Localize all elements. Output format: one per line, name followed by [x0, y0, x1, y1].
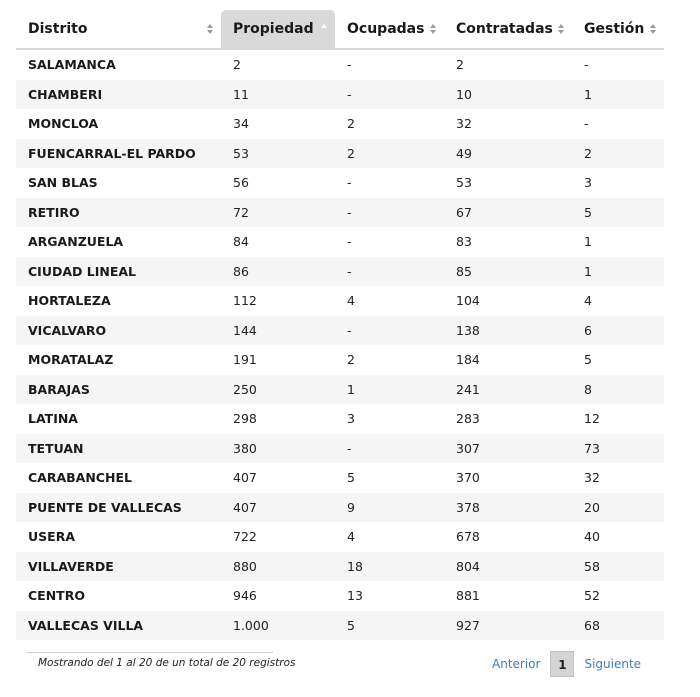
table-row — [16, 227, 664, 257]
cell-contratadas: 378 — [444, 493, 572, 523]
cell-ocupadas: - — [335, 316, 444, 346]
cell-distrito: SALAMANCA — [28, 57, 116, 73]
column-header-contratadas[interactable] — [444, 10, 572, 49]
table-body — [16, 49, 664, 640]
column-header-label: Propiedad — [233, 21, 314, 37]
table-row — [16, 463, 664, 493]
table-row — [16, 434, 664, 464]
cell-gestion: 58 — [572, 552, 664, 582]
cell-ocupadas: - — [347, 57, 352, 73]
cell-ocupadas: 18 — [335, 552, 444, 582]
column-header-label: Gestión — [584, 21, 645, 37]
cell-distrito: SAN BLAS — [28, 175, 98, 191]
cell-propiedad: 86 — [221, 257, 335, 287]
cell-propiedad: 407 — [233, 470, 257, 486]
cell-gestion: 12 — [584, 411, 600, 427]
cell-gestion: 2 — [572, 139, 664, 169]
cell-ocupadas: - — [347, 234, 352, 250]
table-row — [16, 522, 664, 552]
cell-contratadas: 307 — [444, 434, 572, 464]
column-header-propiedad[interactable] — [221, 10, 335, 49]
column-header-gestion[interactable] — [572, 10, 664, 49]
cell-gestion: 4 — [584, 293, 592, 309]
cell-contratadas: 2 — [456, 57, 464, 73]
cell-propiedad: 722 — [233, 529, 257, 545]
cell-propiedad: 1.000 — [221, 611, 335, 641]
cell-contratadas: 10 — [444, 80, 572, 110]
cell-gestion: 5 — [584, 352, 592, 368]
cell-distrito: MONCLOA — [28, 116, 99, 132]
cell-contratadas: 83 — [456, 234, 472, 250]
cell-ocupadas: 1 — [335, 375, 444, 405]
pagination — [486, 651, 647, 677]
cell-ocupadas: 2 — [335, 139, 444, 169]
table-row — [16, 345, 664, 375]
cell-distrito: CARABANCHEL — [28, 470, 132, 486]
table-row — [16, 493, 664, 523]
cell-contratadas: 49 — [444, 139, 572, 169]
data-table — [16, 10, 664, 640]
cell-gestion: 68 — [572, 611, 664, 641]
cell-gestion: 40 — [584, 529, 600, 545]
cell-distrito: MORATALAZ — [28, 352, 114, 368]
cell-distrito: VICALVARO — [16, 316, 221, 346]
cell-contratadas: 804 — [444, 552, 572, 582]
cell-distrito: LATINA — [28, 411, 78, 427]
previous-page-button[interactable]: Anterior — [492, 657, 541, 671]
cell-gestion: 32 — [584, 470, 600, 486]
cell-propiedad: 53 — [221, 139, 335, 169]
sort-both-icon — [650, 24, 656, 34]
cell-propiedad: 84 — [233, 234, 249, 250]
cell-propiedad: 250 — [221, 375, 335, 405]
cell-distrito: RETIRO — [16, 198, 221, 228]
cell-ocupadas: 2 — [347, 352, 355, 368]
table-row — [16, 552, 664, 582]
cell-propiedad: 298 — [233, 411, 257, 427]
sort-both-icon — [430, 24, 436, 34]
cell-distrito: CHAMBERI — [16, 80, 221, 110]
cell-ocupadas: 5 — [335, 611, 444, 641]
cell-propiedad: 407 — [221, 493, 335, 523]
cell-gestion: 1 — [572, 80, 664, 110]
cell-contratadas: 881 — [456, 588, 480, 604]
cell-gestion: - — [584, 116, 589, 132]
table-row — [16, 404, 664, 434]
footer-divider — [27, 652, 273, 653]
cell-contratadas: 184 — [456, 352, 480, 368]
cell-ocupadas: - — [347, 175, 352, 191]
cell-ocupadas: - — [335, 257, 444, 287]
cell-distrito: VILLAVERDE — [16, 552, 221, 582]
table-info: Mostrando del 1 al 20 de un total de 20 registros — [38, 657, 296, 669]
table-row — [16, 139, 664, 169]
cell-gestion: 6 — [572, 316, 664, 346]
table-row — [16, 581, 664, 611]
cell-ocupadas: - — [335, 80, 444, 110]
cell-contratadas: 283 — [456, 411, 480, 427]
cell-contratadas: 241 — [444, 375, 572, 405]
cell-ocupadas: 2 — [347, 116, 355, 132]
table-row — [16, 375, 664, 405]
cell-propiedad: 72 — [221, 198, 335, 228]
cell-gestion: 5 — [572, 198, 664, 228]
cell-propiedad: 191 — [233, 352, 257, 368]
cell-gestion: 73 — [572, 434, 664, 464]
cell-contratadas: 53 — [456, 175, 472, 191]
cell-gestion: 1 — [572, 257, 664, 287]
cell-contratadas: 138 — [444, 316, 572, 346]
cell-ocupadas: 13 — [347, 588, 363, 604]
cell-gestion: 8 — [572, 375, 664, 405]
cell-distrito: BARAJAS — [16, 375, 221, 405]
table-row — [16, 257, 664, 287]
cell-contratadas: 104 — [456, 293, 480, 309]
cell-contratadas: 370 — [456, 470, 480, 486]
cell-ocupadas: 5 — [347, 470, 355, 486]
table-row — [16, 49, 664, 80]
sort-ascending-icon — [321, 24, 327, 34]
cell-distrito: TETUAN — [16, 434, 221, 464]
cell-contratadas: 678 — [456, 529, 480, 545]
cell-gestion: - — [584, 57, 589, 73]
table-row — [16, 286, 664, 316]
table-row — [16, 80, 664, 110]
header-row — [16, 10, 664, 49]
cell-gestion: 3 — [584, 175, 592, 191]
cell-propiedad: 2 — [233, 57, 241, 73]
cell-propiedad: 880 — [221, 552, 335, 582]
next-page-button[interactable]: Siguiente — [584, 657, 642, 671]
column-header-label: Distrito — [28, 21, 88, 37]
cell-propiedad: 11 — [221, 80, 335, 110]
sort-both-icon — [207, 24, 213, 34]
cell-propiedad: 112 — [233, 293, 257, 309]
cell-distrito: CENTRO — [28, 588, 85, 604]
cell-gestion: 1 — [584, 234, 592, 250]
column-header-distrito[interactable] — [16, 10, 221, 49]
cell-contratadas: 32 — [456, 116, 472, 132]
cell-distrito: CIUDAD LINEAL — [16, 257, 221, 287]
cell-distrito: ARGANZUELA — [28, 234, 124, 250]
cell-gestion: 52 — [584, 588, 600, 604]
cell-propiedad: 380 — [221, 434, 335, 464]
cell-distrito: FUENCARRAL-EL PARDO — [16, 139, 221, 169]
table-row — [16, 316, 664, 346]
table-row — [16, 109, 664, 139]
table-row — [16, 611, 664, 641]
table-row — [16, 198, 664, 228]
cell-distrito: VALLECAS VILLA — [16, 611, 221, 641]
cell-ocupadas: 9 — [335, 493, 444, 523]
cell-ocupadas: 3 — [347, 411, 355, 427]
column-header-label: Contratadas — [456, 21, 553, 37]
cell-contratadas: 85 — [444, 257, 572, 287]
column-header-ocupadas[interactable] — [335, 10, 444, 49]
table-header — [16, 10, 664, 49]
cell-distrito: PUENTE DE VALLECAS — [16, 493, 221, 523]
cell-contratadas: 927 — [444, 611, 572, 641]
cell-propiedad: 144 — [221, 316, 335, 346]
cell-gestion: 20 — [572, 493, 664, 523]
current-page-button[interactable]: 1 — [550, 651, 574, 677]
cell-ocupadas: 4 — [347, 293, 355, 309]
cell-ocupadas: - — [335, 198, 444, 228]
data-table-container — [16, 10, 664, 640]
cell-ocupadas: - — [335, 434, 444, 464]
table-row — [16, 168, 664, 198]
cell-propiedad: 56 — [233, 175, 249, 191]
cell-propiedad: 34 — [233, 116, 249, 132]
cell-ocupadas: 4 — [347, 529, 355, 545]
cell-distrito: USERA — [28, 529, 75, 545]
cell-propiedad: 946 — [233, 588, 257, 604]
sort-both-icon — [558, 24, 564, 34]
cell-contratadas: 67 — [444, 198, 572, 228]
column-header-label: Ocupadas — [347, 21, 425, 37]
cell-distrito: HORTALEZA — [28, 293, 111, 309]
